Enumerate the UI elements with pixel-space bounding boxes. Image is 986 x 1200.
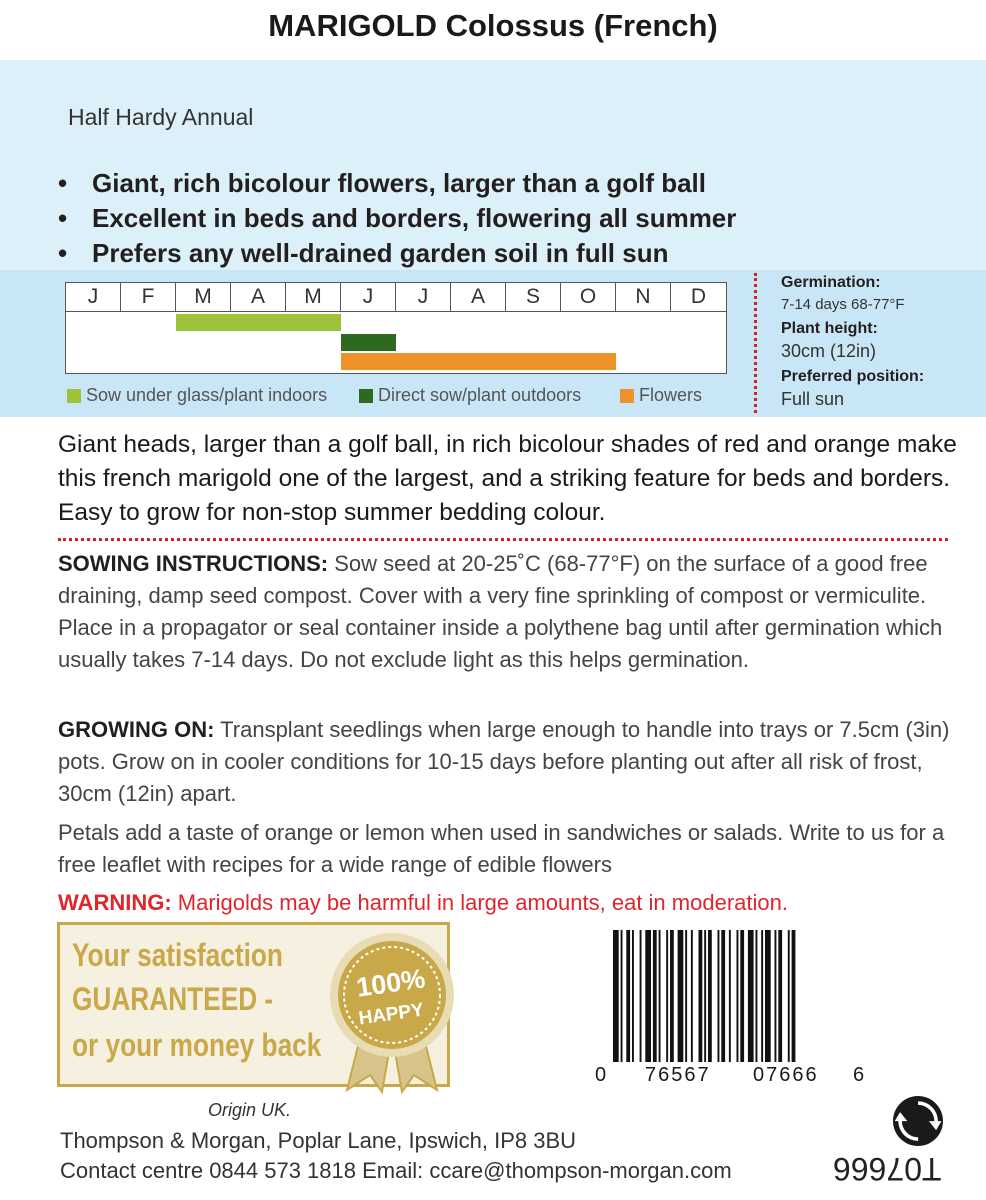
sowing-heading: SOWING INSTRUCTIONS: [58, 551, 329, 576]
month-label: J [396, 283, 451, 311]
barcode-bar [691, 930, 693, 1062]
barcode-bar [704, 930, 706, 1062]
barcode-bar [792, 930, 796, 1062]
product-title: MARIGOLD Colossus (French) [268, 8, 718, 43]
edible-note: Petals add a taste of orange or lemon when used in sandwiches or salads. Write to us for a free leaflet with recipes for a wide range of edible flowers [58, 820, 945, 877]
germination-label: Germination: [781, 274, 881, 291]
barcode-bar [708, 930, 712, 1062]
bullet-text: Prefers any well-drained garden soil in full sun [92, 238, 669, 268]
product-code: T07666 [833, 1151, 942, 1187]
month-label: J [341, 283, 396, 311]
sowing-calendar [65, 282, 727, 374]
growing-heading: GROWING ON: [58, 717, 215, 742]
barcode-bar [761, 930, 763, 1062]
barcode-bar [640, 930, 642, 1062]
happy-seal-icon [322, 930, 462, 1095]
barcode-bar [678, 930, 684, 1062]
legend-label: Direct sow/plant outdoors [378, 385, 582, 405]
height-value: 30cm (12in) [781, 341, 877, 361]
barcode-bar [653, 930, 657, 1062]
legend-swatch [67, 389, 81, 403]
month-label: A [231, 283, 286, 311]
barcode-bars [595, 930, 865, 1070]
legend-label: Sow under glass/plant indoors [86, 385, 328, 405]
barcode-bar [748, 930, 754, 1062]
barcode [595, 930, 865, 1090]
company-address: Thompson & Morgan, Poplar Lane, Ipswich, IP8 3BU [60, 1128, 577, 1153]
barcode-bar [756, 930, 758, 1062]
dotted-divider [754, 273, 757, 413]
guarantee-line: or your money back [72, 1027, 322, 1063]
barcode-bar [729, 930, 731, 1062]
barcode-bar [670, 930, 674, 1062]
bullet-text: Giant, rich bicolour flowers, larger than a golf ball [92, 168, 706, 198]
legend-swatch [359, 389, 373, 403]
barcode-check-digit: 6 [853, 1064, 865, 1086]
month-label: M [286, 283, 341, 311]
barcode-first-digit: 0 [595, 1064, 607, 1086]
feature-bullet: • Excellent in beds and borders, flowering all summer [58, 203, 737, 233]
warning-text: Marigolds may be harmful in large amounts, eat in moderation. [171, 890, 788, 915]
month-label: F [121, 283, 176, 311]
seal-happy: HAPPY [357, 999, 426, 1030]
guarantee-line: GUARANTEED - [72, 981, 274, 1017]
barcode-bar [659, 930, 661, 1062]
bullet-text: Excellent in beds and borders, flowering all summer [92, 203, 737, 233]
plant-type: Half Hardy Annual [68, 104, 254, 130]
growing-on [58, 714, 958, 810]
guarantee-box [57, 922, 450, 1087]
barcode-bar [621, 930, 623, 1062]
sowing-instructions [58, 548, 958, 676]
barcode-bar [765, 930, 771, 1062]
barcode-bar [699, 930, 703, 1062]
sow-indoors-bar [176, 314, 341, 331]
contact-info: Contact centre 0844 573 1818 Email: ccare@thompson-morgan.com [60, 1158, 732, 1183]
barcode-bar [778, 930, 782, 1062]
month-label: M [176, 283, 231, 311]
origin: Origin UK. [208, 1100, 292, 1120]
guarantee-line: Your satisfaction [72, 937, 283, 973]
barcode-left-digits: 76567 [645, 1064, 711, 1086]
height-label: Plant height: [781, 320, 878, 337]
month-label: N [616, 283, 671, 311]
barcode-bar [645, 930, 651, 1062]
legend-sow-outdoors [359, 385, 581, 406]
barcode-right-digits: 07666 [753, 1064, 819, 1086]
sowing-text: Sow seed at 20-25˚C (68-77°F) on the surface of a good free draining, damp seed compost. Cover with a very fine sprinkling of compost or vermiculite. Place in a propagator or seal container inside a polythene bag until after germination which usually takes 7-14 days. Do not exclude light as this helps germination. [58, 551, 943, 672]
barcode-bar [740, 930, 744, 1062]
dotted-separator [58, 538, 948, 541]
barcode-bar [666, 930, 668, 1062]
legend-label: Flowers [639, 385, 703, 405]
warning [58, 890, 788, 916]
feature-bullet: • Giant, rich bicolour flowers, larger than a golf ball [58, 168, 706, 198]
calendar-months [66, 283, 726, 312]
legend-swatch [620, 389, 634, 403]
position-label: Preferred position: [781, 368, 925, 385]
barcode-bar [718, 930, 720, 1062]
legend-sow-indoors [67, 385, 327, 406]
barcode-bar [721, 930, 725, 1062]
sow-outdoors-bar [341, 334, 396, 351]
seal-percent: 100% [354, 963, 428, 1003]
month-label: D [690, 285, 707, 308]
flowers-bar [341, 353, 616, 370]
germination-value: 7-14 days 68-77°F [781, 296, 905, 313]
barcode-bar [626, 930, 630, 1062]
barcode-bar [613, 930, 619, 1062]
position-value: Full sun [781, 389, 845, 409]
barcode-bar [685, 930, 687, 1062]
month-label: O [561, 283, 616, 311]
legend-flowers [620, 385, 702, 406]
barcode-bar [737, 930, 739, 1062]
recycle-icon [892, 1095, 944, 1147]
feature-bullet: • Prefers any well-drained garden soil in full sun [58, 238, 669, 268]
barcode-bar [788, 930, 790, 1062]
barcode-bar [775, 930, 777, 1062]
barcode-bar [632, 930, 634, 1062]
month-label: J [66, 283, 121, 311]
month-label: A [451, 283, 506, 311]
growing-text: Transplant seedlings when large enough to handle into trays or 7.5cm (3in) pots. Grow on in cooler conditions for 10-15 days before planting out after all risk of frost, 30cm (12in) apart. [58, 717, 950, 806]
warning-heading: WARNING: [58, 890, 172, 915]
description: Giant heads, larger than a golf ball, in rich bicolour shades of red and orange make this french marigold one of the largest, and a striking feature for beds and borders. Easy to grow for non-stop summer bedding colour. [58, 431, 957, 526]
month-label: S [506, 283, 561, 311]
